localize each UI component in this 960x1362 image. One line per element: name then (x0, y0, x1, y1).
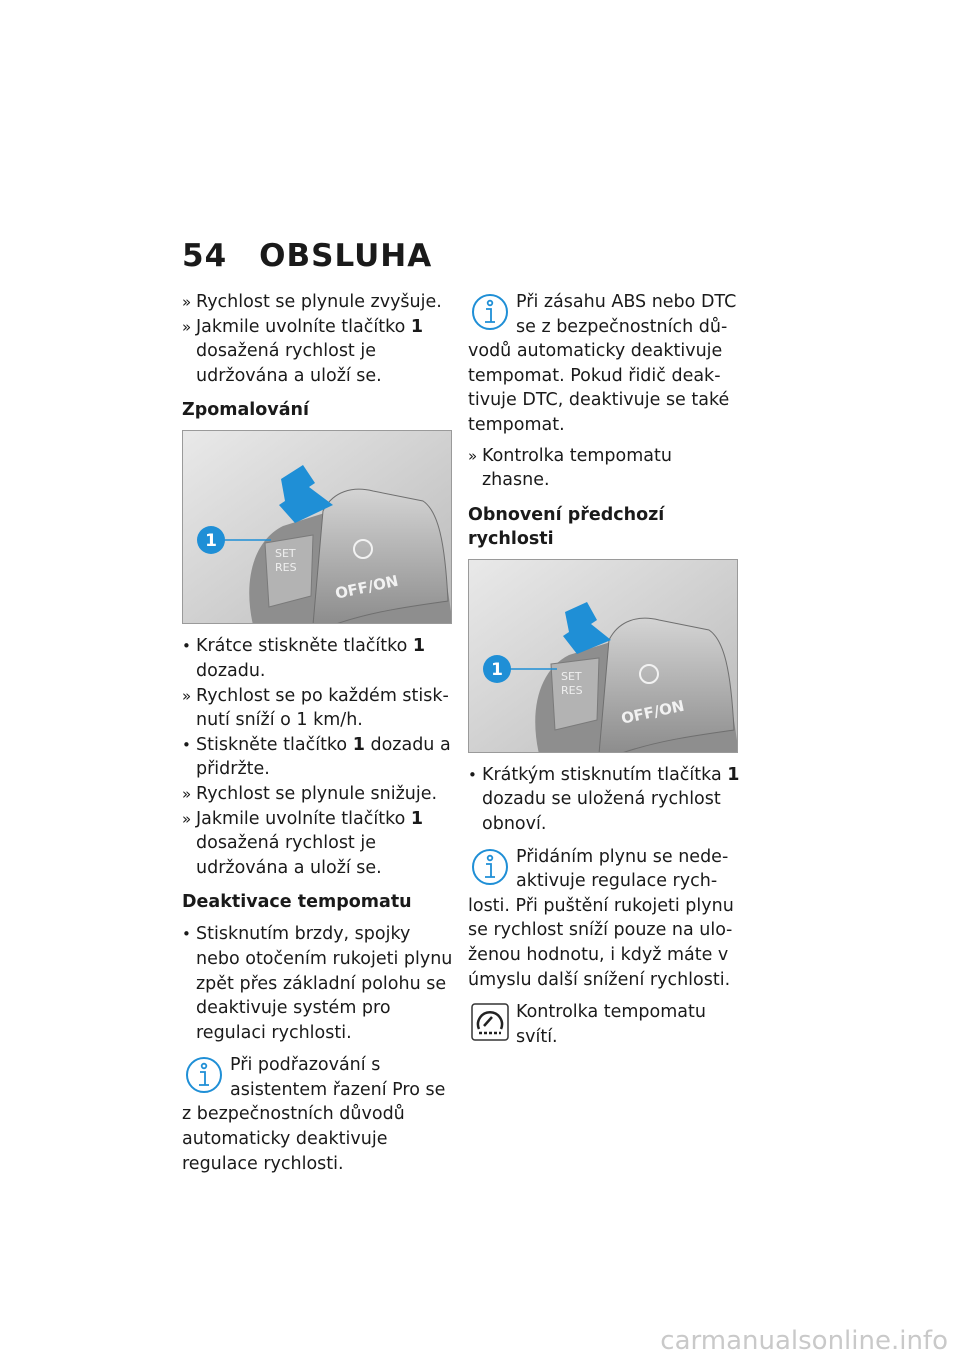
left-column (182, 290, 454, 1182)
res-label: RES (275, 561, 297, 575)
note-text: Při zásahu ABS nebo DTC se z bezpečnostních důvodů automaticky deaktivuje tempomat. Pokud řidič deaktivuje DTC, deaktivuje se také tempomat. (468, 292, 737, 435)
info-icon (470, 292, 510, 332)
list-item-text: Krátkým stisknutím tlačítka 1 dozadu se uložená rychlost obnoví. (482, 764, 740, 834)
note-text: Při podřazování s asistentem řazení Pro se z bezpečnostních důvodů automaticky deaktivuje regulace rychlosti. (182, 1055, 446, 1174)
list-item (182, 634, 454, 683)
list-item (182, 782, 454, 807)
info-note (468, 845, 740, 993)
bullet-marker: • (182, 925, 191, 944)
info-icon (184, 1055, 224, 1095)
cruise-control-icon (470, 1002, 510, 1042)
set-label: SET (275, 547, 296, 561)
list-item-text: Rychlost se po každém stisknutí sníží o 1 km/h. (196, 685, 449, 731)
set-label: SET (561, 669, 582, 683)
section-heading-zpomalovani: Zpomalování (182, 400, 309, 421)
list-item (182, 315, 454, 389)
list-item (468, 763, 740, 837)
bullet-marker: • (182, 735, 191, 754)
off-on-label: OFF/ON (619, 696, 686, 728)
list-item-text: Krátce stiskněte tlačítko 1 dozadu. (196, 636, 426, 681)
callout-number: 1 (491, 659, 503, 680)
cruise-switch-illustration (183, 431, 452, 624)
section-heading-obnoveni: Obnovení předchozí rychlosti (468, 504, 665, 549)
list-item-text: Stiskněte tlačítko 1 dozadu a přidržte. (196, 734, 451, 780)
figure-set-res-button-resume (468, 559, 738, 753)
info-note (468, 290, 740, 438)
list-item-text: Jakmile uvolníte tlačítko 1 dosažená rychlost je udržována a uloží se. (196, 316, 424, 386)
arrow-marker: » (182, 317, 192, 336)
bullet-marker: • (182, 637, 191, 656)
page-title: OBSLUHA (259, 238, 433, 274)
arrow-marker: » (182, 293, 192, 311)
watermark: carmanualsonline.info (660, 1326, 948, 1356)
figure-set-res-button-slow (182, 430, 452, 624)
note-text: Přidáním plynu se nedeaktivuje regulace rychlosti. Při puštění rukojeti plynu se rychlost sníží pouze na uloženou hodnotu, i když máte v úmyslu další snížení rychlosti. (468, 846, 734, 990)
list-item (182, 290, 454, 315)
bullet-marker: • (468, 765, 477, 784)
section-heading-deaktivace: Deaktivace tempomatu (182, 892, 412, 913)
note-text: Kontrolka tempomatu svítí. (516, 1002, 706, 1047)
list-item (182, 684, 454, 733)
page-number: 54 (182, 238, 228, 274)
off-on-label: OFF/ON (333, 572, 400, 604)
callout-number: 1 (205, 531, 217, 552)
list-item (182, 733, 454, 782)
list-item-text: Kontrolka tempomatu zhasne. (482, 445, 672, 491)
info-icon (470, 847, 510, 887)
arrow-marker: » (182, 686, 192, 705)
info-note (182, 1053, 454, 1176)
arrow-marker: » (182, 784, 192, 803)
list-item-text: Rychlost se plynule zvyšuje. (196, 292, 442, 312)
page-header (182, 238, 432, 274)
res-label: RES (561, 683, 583, 697)
list-item (182, 807, 454, 881)
cruise-switch-illustration (469, 560, 738, 753)
list-item (182, 922, 454, 1045)
list-item-text: Rychlost se plynule snižuje. (196, 783, 438, 804)
arrow-marker: » (182, 809, 192, 828)
list-item-text: Stisknutím brzdy, spojky nebo otočením rukojeti plynu zpět přes základní polohu se deaktivuje systém pro regulaci rychlosti. (196, 924, 453, 1043)
cruise-lamp-note (468, 1000, 740, 1049)
list-item (468, 444, 740, 493)
list-item-text: Jakmile uvolníte tlačítko 1 dosažená rychlost je udržována a uloží se. (196, 808, 424, 878)
right-column (468, 290, 740, 1055)
arrow-marker: » (468, 446, 478, 465)
